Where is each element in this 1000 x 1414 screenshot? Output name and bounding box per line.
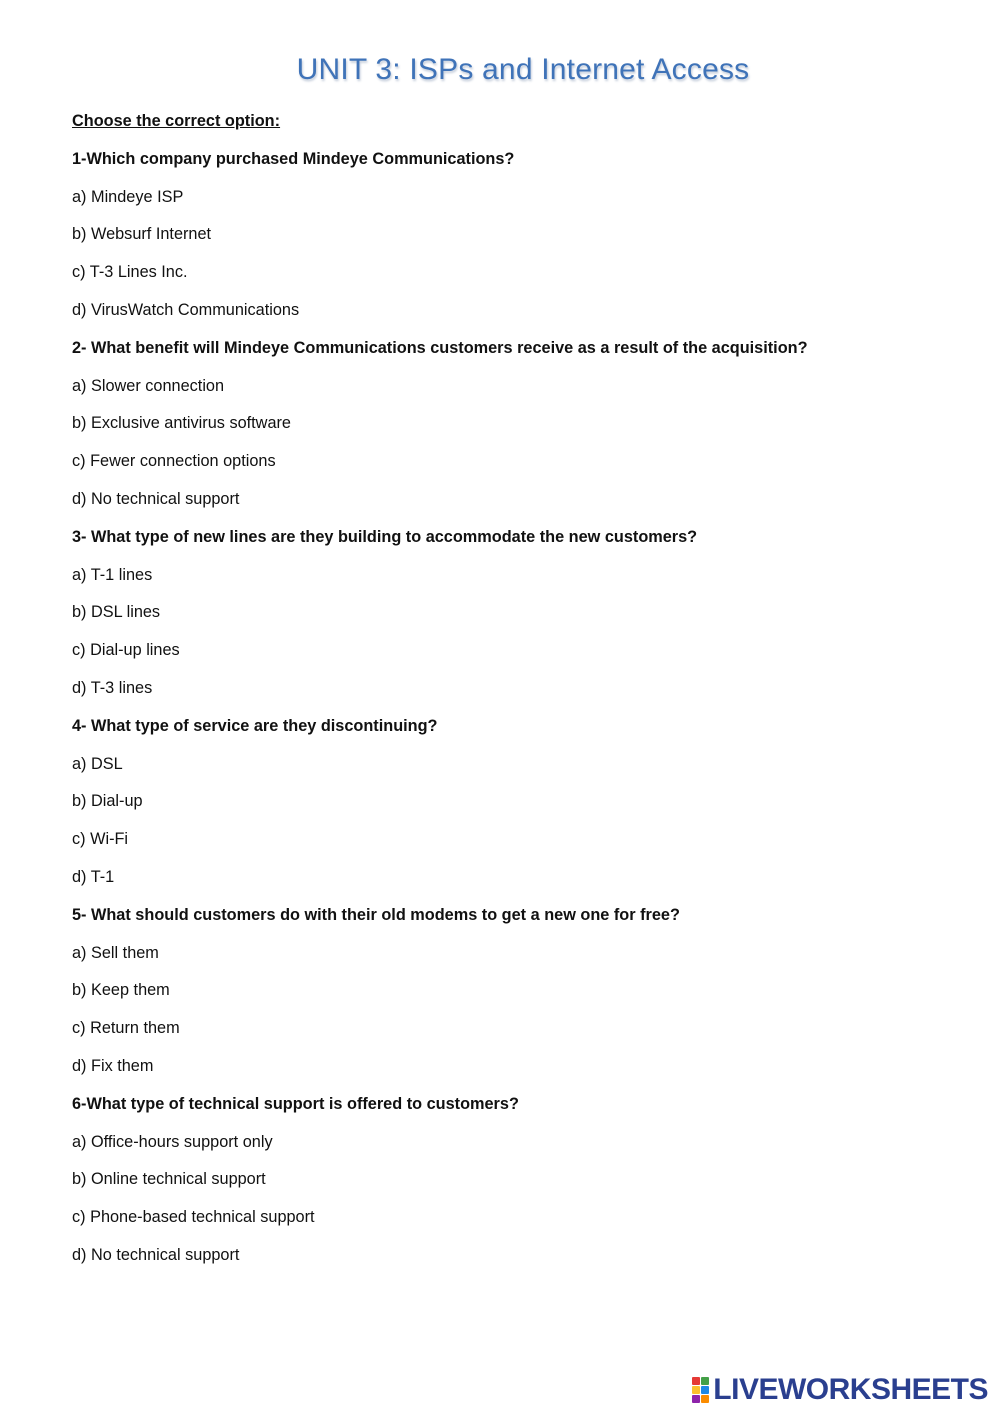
answer-option[interactable]: b) Dial-up	[72, 792, 143, 811]
question-block	[72, 147, 952, 336]
answer-option[interactable]: d) No technical support	[72, 1245, 240, 1264]
answer-option[interactable]: d) T-3 lines	[72, 678, 153, 697]
logo-block	[692, 1395, 700, 1403]
logo-text: LIVEWORKSHEETS	[713, 1373, 988, 1406]
liveworksheets-logo	[692, 1371, 988, 1409]
logo-block	[692, 1386, 700, 1394]
answer-option[interactable]: b) Online technical support	[72, 1170, 266, 1189]
answer-option[interactable]: c) Dial-up lines	[72, 641, 180, 660]
question-text: 3- What type of new lines are they building to accommodate the new customers?	[72, 527, 698, 546]
answer-option[interactable]: c) Phone-based technical support	[72, 1208, 315, 1227]
logo-block	[701, 1386, 709, 1394]
answer-option[interactable]: a) T-1 lines	[72, 565, 153, 584]
answer-option[interactable]: a) Office-hours support only	[72, 1132, 273, 1151]
question-text: 1-Which company purchased Mindeye Communications?	[72, 149, 515, 168]
page-title: UNIT 3: ISPs and Internet Access	[296, 53, 750, 86]
answer-option[interactable]: c) Fewer connection options	[72, 452, 276, 471]
instruction-text: Choose the correct option:	[72, 112, 281, 130]
answer-option[interactable]: c) T-3 Lines Inc.	[72, 263, 188, 282]
answer-option[interactable]: a) DSL	[72, 754, 123, 773]
answer-option[interactable]: d) T-1	[72, 867, 115, 886]
answer-option[interactable]: b) Websurf Internet	[72, 225, 212, 244]
question-block	[72, 1092, 952, 1281]
answer-option[interactable]: d) VirusWatch Communications	[72, 300, 300, 319]
answer-option[interactable]: b) Exclusive antivirus software	[72, 414, 291, 433]
answer-option[interactable]: c) Return them	[72, 1019, 180, 1038]
question-block	[72, 336, 952, 525]
logo-block	[692, 1377, 700, 1385]
worksheet-content	[72, 109, 952, 1281]
question-text: 5- What should customers do with their old modems to get a new one for free?	[72, 905, 680, 924]
question-block	[72, 903, 952, 1092]
question-block	[72, 525, 952, 714]
answer-option[interactable]: b) Keep them	[72, 981, 170, 1000]
answer-option[interactable]: d) Fix them	[72, 1056, 154, 1075]
question-text: 2- What benefit will Mindeye Communications customers receive as a result of the acquisition?	[72, 338, 808, 357]
answer-option[interactable]: a) Mindeye ISP	[72, 187, 184, 206]
question-block	[72, 714, 952, 903]
logo-block	[701, 1395, 709, 1403]
answer-option[interactable]: d) No technical support	[72, 489, 240, 508]
answer-option[interactable]: a) Sell them	[72, 943, 159, 962]
answer-option[interactable]: b) DSL lines	[72, 603, 161, 622]
answer-option[interactable]: c) Wi-Fi	[72, 830, 129, 849]
question-text: 6-What type of technical support is offered to customers?	[72, 1094, 519, 1113]
logo-block	[701, 1377, 709, 1385]
question-text: 4- What type of service are they discontinuing?	[72, 716, 438, 735]
logo-blocks-icon	[692, 1377, 709, 1403]
answer-option[interactable]: a) Slower connection	[72, 376, 225, 395]
